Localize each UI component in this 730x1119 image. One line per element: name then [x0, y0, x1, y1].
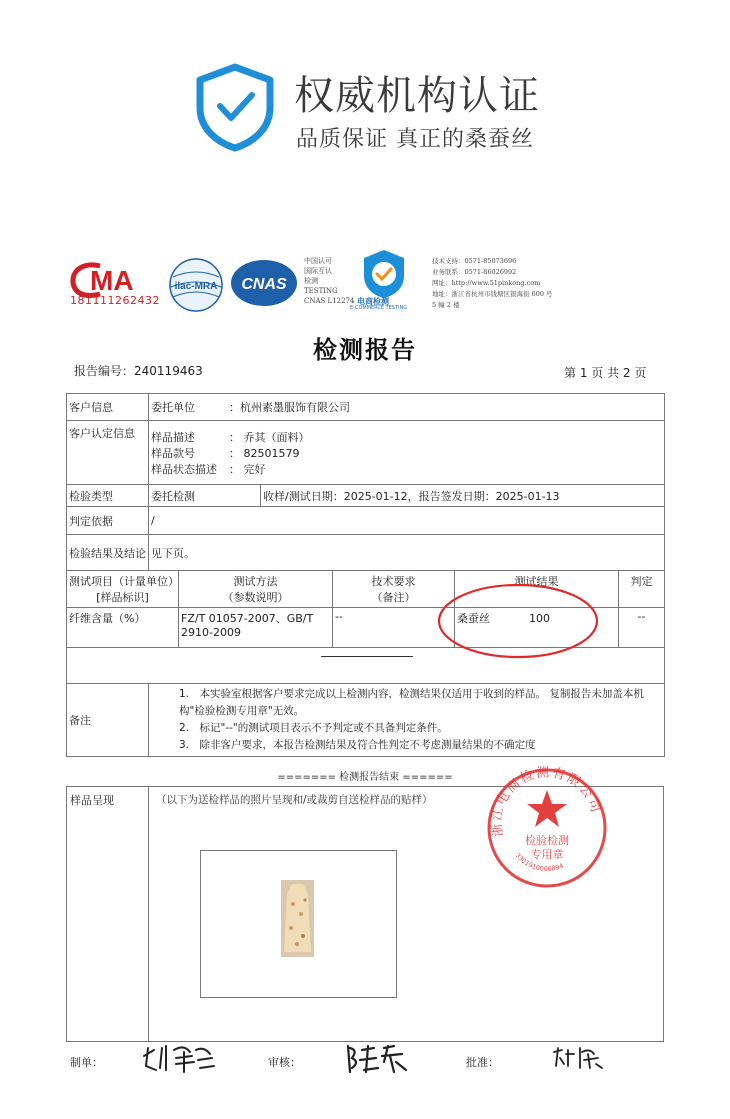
col-header-method-text: 测试方法 — [233, 575, 278, 588]
sample-desc-row — [151, 429, 662, 445]
sample-divider — [148, 786, 149, 1042]
report-title: 检测报告 — [313, 335, 417, 364]
row-judge: -- — [619, 608, 665, 648]
page-indicator: 第 1 页 共 2 页 — [564, 366, 647, 380]
col-header-req-text: 技术要求 — [371, 575, 416, 588]
client-unit-colon: ： — [229, 401, 240, 414]
end-divider — [321, 656, 413, 657]
row-item: 纤维含量（%） — [67, 608, 179, 648]
sample-state: ： 完好 — [229, 462, 266, 476]
test-dates: 收样/测试日期：2025-01-12，报告签发日期：2025-01-13 — [261, 485, 665, 507]
red-circle-annotation — [436, 582, 600, 660]
contact-line: 地址：浙江省杭州市钱塘区银海街 600 号 — [432, 290, 553, 298]
remark-label: 备注 — [67, 684, 149, 757]
contact-info — [432, 256, 553, 311]
contact-line: 技术支持：0571-85073696 — [432, 257, 517, 265]
contact-line: 5 幢 2 楼 — [432, 301, 460, 309]
svg-text:浙江电商检测有限公司: 浙江电商检测有限公司 — [489, 766, 604, 838]
sample-label: 样品呈现 — [70, 794, 114, 807]
row-method: FZ/T 01057-2007、GB/T 2910-2009 — [179, 608, 333, 648]
report-number — [74, 362, 203, 379]
sample-photo — [281, 880, 314, 957]
official-seal — [485, 766, 609, 890]
banner-title: 权威机构认证 — [294, 73, 540, 119]
sample-desc-label: 样品描述 — [151, 430, 195, 444]
col-header-req-sub: （备注） — [371, 591, 416, 604]
reviewer-signature — [344, 1042, 410, 1076]
maker-signature — [140, 1042, 216, 1076]
svg-text:3301910006894: 3301910006894 — [513, 851, 565, 873]
cnas-caption-line: 中国认可 — [304, 257, 332, 265]
client-confirm-label: 客户认定信息 — [67, 421, 149, 485]
sample-desc: ： 乔其（面料） — [229, 430, 310, 444]
ec-label: 电商检测 — [357, 297, 389, 306]
svg-text:专用章: 专用章 — [530, 848, 564, 861]
test-type: 委托检测 — [149, 485, 261, 507]
result: 见下页。 — [149, 535, 665, 571]
maker-label: 制单： — [70, 1056, 103, 1069]
cnas-caption-line: CNAS L12274 — [304, 297, 355, 305]
col-header-item — [67, 571, 179, 608]
sample-no: ： 82501579 — [229, 446, 300, 460]
sample-state-row — [151, 461, 662, 477]
report-end-marker: ======= 检测报告结束 ====== — [277, 772, 453, 783]
cma-number: 181111262432 — [70, 294, 160, 307]
row-req: -- — [333, 608, 455, 648]
cnas-caption-line: 国际互认 — [304, 267, 332, 275]
row-fiber: 桑蚕丝 — [457, 612, 490, 625]
contact-line: 网址：http://www.51pinkong.com — [432, 279, 541, 287]
ilac-mra-logo — [167, 257, 225, 313]
col-header-item-text: 测试项目（计量单位） — [69, 575, 179, 588]
remark-line: 3. 除非客户要求，本报告检测结果及符合性判定不考虑测量结果的不确定度 — [179, 739, 536, 751]
basis: / — [149, 507, 665, 535]
report-number-value: 240119463 — [134, 364, 203, 378]
review-label: 审核： — [268, 1056, 301, 1069]
result-label: 检验结果及结论 — [67, 535, 149, 571]
banner-subtitle: 品质保证 真正的桑蚕丝 — [296, 127, 534, 152]
ecommerce-testing-logo — [360, 248, 408, 300]
cma-text: MA — [90, 265, 134, 296]
shield-check-icon — [190, 62, 280, 152]
col-header-item-sub: [样品标识] — [96, 591, 149, 604]
svg-text:检验检测: 检验检测 — [525, 834, 569, 847]
cnas-caption-line: TESTING — [304, 287, 338, 295]
sample-no-label: 样品款号 — [151, 446, 195, 460]
cnas-caption-line: 检测 — [304, 277, 318, 285]
col-header-method-sub: （参数说明） — [222, 591, 289, 604]
ec-label-en: E-COMMERCE TESTING — [350, 305, 408, 311]
approver-signature — [550, 1042, 606, 1072]
cnas-logo — [229, 258, 299, 308]
report-table — [66, 393, 665, 757]
client-unit-label: 委托单位 — [151, 401, 195, 414]
remark-line: 2. 标记"--"的测试项目表示不予判定或不具备判定条件。 — [179, 722, 448, 734]
approve-label: 批准： — [466, 1056, 499, 1069]
col-header-result: 测试结果 — [455, 571, 619, 608]
test-type-label: 检验类型 — [67, 485, 149, 507]
remark-line: 1. 本实验室根据客户要求完成以上检测内容，检测结果仅适用于收到的样品。 复制报告未加盖本机构"检验检测专用章"无效。 — [179, 688, 644, 717]
cnas-caption — [304, 256, 354, 306]
client-unit: 杭州素墨服饰有限公司 — [240, 401, 350, 414]
cnas-text: CNAS — [241, 276, 287, 293]
sample-note: （以下为送检样品的照片呈现和/或裁剪自送检样品的贴样） — [156, 794, 433, 806]
contact-line: 业务联系：0571-86026992 — [432, 268, 517, 276]
sample-no-row — [151, 445, 662, 461]
sample-state-label: 样品状态描述 — [151, 462, 217, 476]
client-info-label: 客户信息 — [67, 394, 149, 421]
report-number-label: 报告编号： — [74, 364, 135, 378]
col-header-judge: 判定 — [619, 571, 665, 608]
row-value: 100 — [529, 612, 550, 625]
basis-label: 判定依据 — [67, 507, 149, 535]
col-header-method — [179, 571, 333, 608]
ilac-text: ilac-MRA — [174, 281, 218, 292]
